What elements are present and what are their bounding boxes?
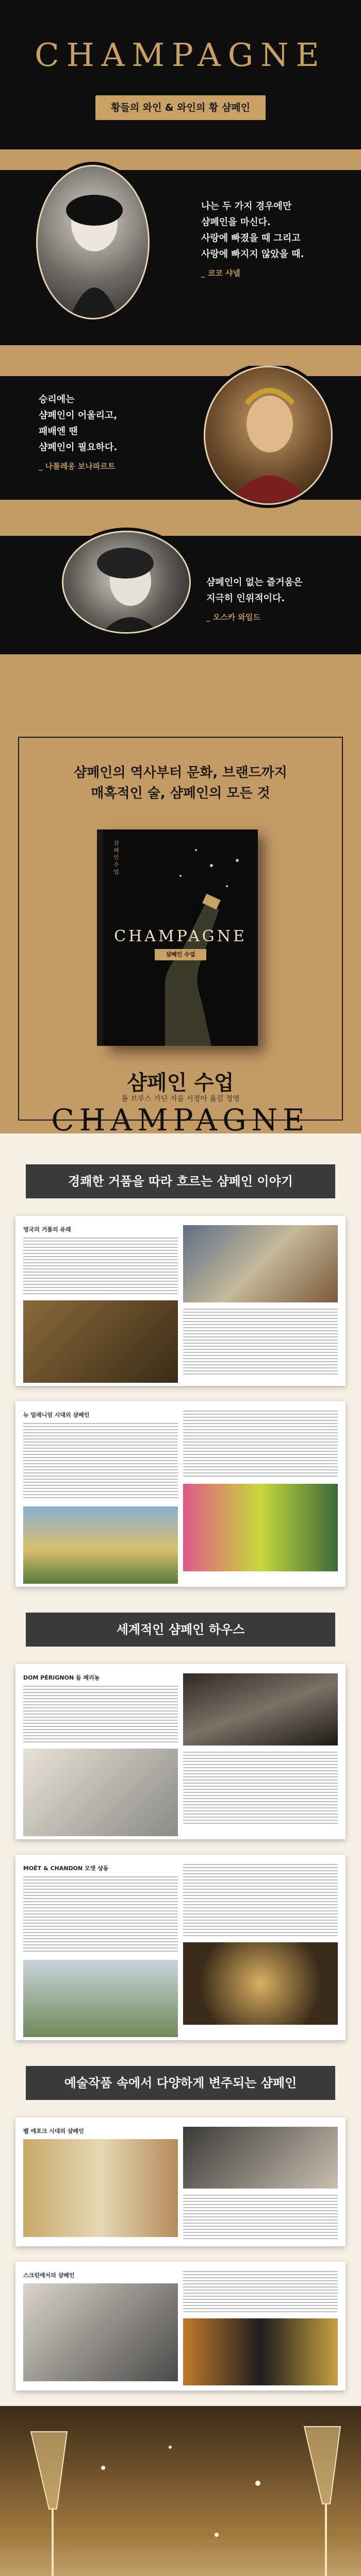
text-lines (23, 1876, 178, 1954)
movie-poster-image (183, 2318, 338, 2385)
book-title: 샴페인 수업 (127, 1071, 234, 1095)
film-still-image (23, 2283, 178, 2381)
spread-page (15, 1216, 346, 1386)
page-left (23, 1411, 178, 1584)
section-heading: 예술작품 속에서 다양하게 변주되는 샴페인 (26, 2066, 335, 2100)
text-lines (183, 2271, 338, 2312)
archive-image (23, 1749, 178, 1836)
vineyard-image (23, 1506, 178, 1584)
quote-text (206, 574, 302, 625)
quote-author: _ 코코 샤넬 (201, 268, 240, 278)
page-title: 영국의 거품의 유래 (23, 1226, 71, 1233)
quote-author: _ 나폴레옹 보나파르트 (39, 462, 116, 471)
quote-oscar-wilde (0, 510, 361, 706)
quote-line: 샴페인이 어울리고, (39, 410, 118, 421)
text-lines (183, 1752, 338, 1824)
portrait-chanel (36, 165, 150, 319)
page-left (23, 2127, 178, 2237)
art-nouveau-image (23, 2139, 178, 2237)
section-heading: 세계적인 샴페인 하우스 (26, 1613, 335, 1647)
book-cover (103, 829, 258, 1046)
headline-line: 샴페인의 역사부터 문화, 브랜드까지 (74, 765, 287, 781)
text-lines (23, 1423, 178, 1500)
footer-section (0, 2406, 361, 2576)
page-right (183, 1864, 338, 2025)
portrait-silhouette-icon (63, 532, 191, 634)
quote-line: 패배엔 땐 (39, 426, 78, 437)
section-heading: 경쾌한 거품을 따라 흐르는 샴페인 이야기 (26, 1164, 335, 1198)
page-title: DOM PÉRIGNON 돔 페리뇽 (23, 1674, 100, 1681)
page-right (183, 1225, 338, 1376)
quote-napoleon (0, 366, 361, 510)
page-left (23, 2271, 178, 2381)
portrait-wilde (62, 531, 191, 634)
page-left (23, 1864, 178, 2037)
poster-collage-image (183, 1484, 338, 1571)
champagne-glasses-icon (0, 2406, 361, 2576)
portrait-napoleon (204, 366, 333, 505)
text-lines (23, 1686, 178, 1742)
cover-title: CHAMPAGNE (114, 927, 247, 945)
spread-page (15, 1855, 346, 2040)
quote-author: _ 오스카 와일드 (206, 613, 260, 622)
book-intro-section (0, 706, 361, 1133)
text-lines (183, 1864, 338, 1936)
portrait-silhouette-icon (205, 367, 333, 505)
quote-line: 샴페인을 마신다. (201, 217, 271, 228)
cover-badge: 샴페인 수업 (155, 949, 206, 960)
text-lines (183, 1411, 338, 1478)
quote-line: 나는 두 가지 경우에만 (201, 201, 292, 212)
page-title: MOËT & CHANDON 모엣 샹동 (23, 1865, 109, 1872)
illustration (23, 1300, 178, 1383)
book-headline (0, 762, 361, 804)
page-title: 벨 에포크 시대의 샴페인 (23, 2128, 84, 2134)
book-author-line: 톰 브루스 가딘 지음 서정아 옮김 정영 (121, 1095, 240, 1103)
spread-page (15, 1664, 346, 1839)
headline-line: 매혹적인 술, 샴페인의 모든 것 (91, 786, 270, 801)
quote-text (201, 198, 304, 281)
page-title: 스크린에서의 샴페인 (23, 2272, 75, 2279)
header-section (0, 0, 361, 149)
page-left (23, 1673, 178, 1836)
chateau-image (23, 1960, 178, 2037)
quote-text (39, 392, 117, 474)
main-title: CHAMPAGNE (35, 36, 326, 74)
cover-side-text: 샴페인 수업 (113, 840, 119, 875)
spread-page (15, 2262, 346, 2391)
quote-line: 사랑에 빠지지 않았을 때. (201, 249, 304, 260)
spread-page (15, 1401, 346, 1587)
page-right (183, 2271, 338, 2385)
page-right (183, 1673, 338, 1824)
book-brand: CHAMPAGNE (51, 1103, 310, 1133)
subtitle-banner: 황들의 와인 & 와인의 황 샴페인 (95, 95, 266, 120)
bottles-image (183, 1673, 338, 1745)
painting-image (183, 1225, 338, 1302)
page-title: 뉴 밀레니엄 시대의 샴페인 (23, 1412, 90, 1418)
text-lines (23, 1238, 178, 1294)
page-right (183, 1411, 338, 1571)
portrait-silhouette-icon (38, 166, 150, 319)
quote-line: 샴페인이 필요하다. (39, 442, 118, 453)
quote-line: 사랑에 빠졌을 때 그리고 (201, 233, 301, 244)
quote-line: 샴페인이 없는 즐거움은 (206, 577, 303, 588)
cellar-image (183, 1942, 338, 2025)
page-right (183, 2127, 338, 2241)
spreads-section (0, 1133, 361, 2406)
page-left (23, 1225, 178, 1383)
text-lines (183, 2195, 338, 2241)
quote-line: 승리에는 (39, 394, 75, 405)
spread-page (15, 2117, 346, 2246)
quote-coco-chanel (0, 149, 361, 366)
quote-line: 지극히 인위적이다. (206, 593, 285, 604)
text-lines (183, 1309, 338, 1376)
painting-image (183, 2127, 338, 2189)
